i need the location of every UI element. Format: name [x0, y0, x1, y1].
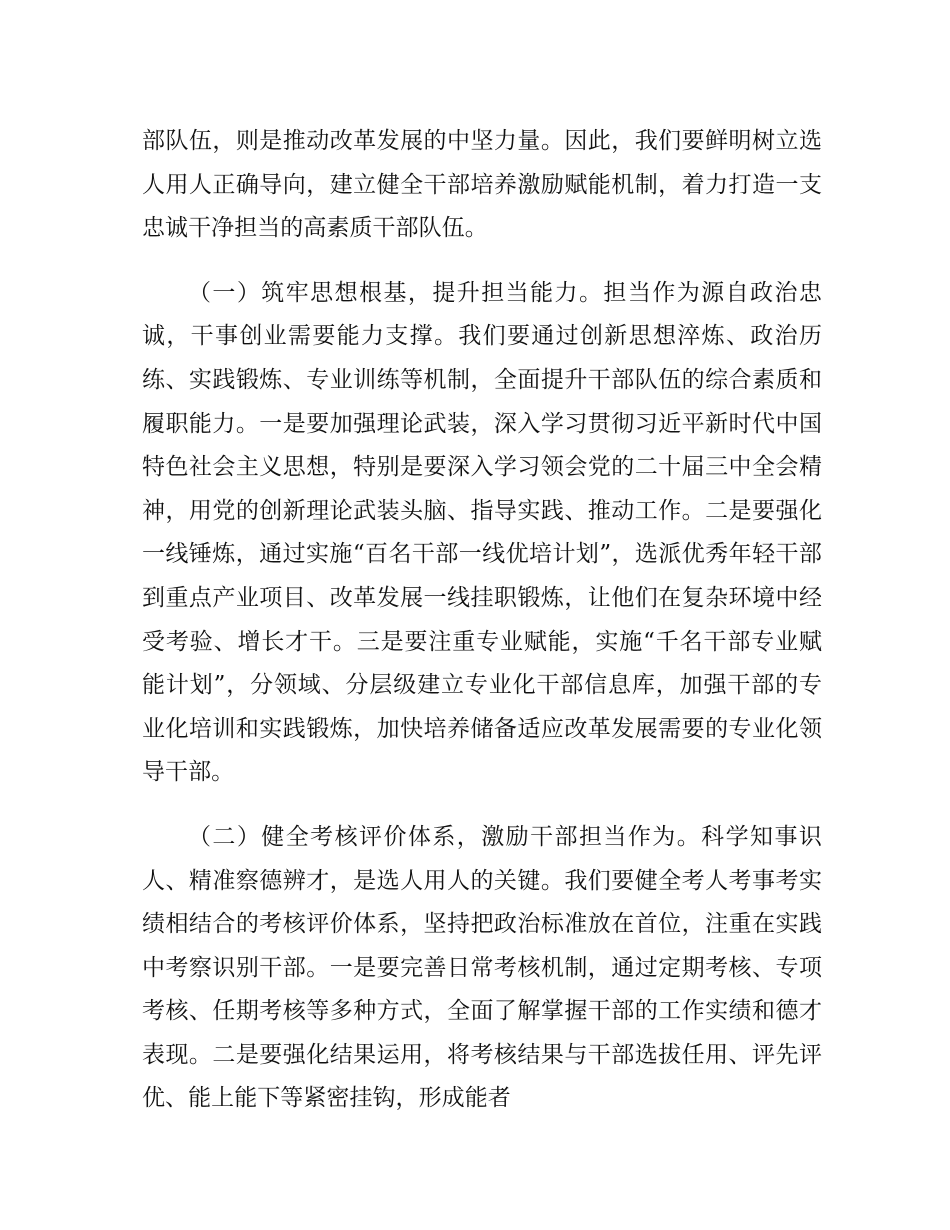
paragraph-continuation: 部队伍，则是推动改革发展的中坚力量。因此，我们要鲜明树立选人用人正确导向，建立健全干部培养激励赋能机制，着力打造一支忠诚干净担当的高素质干部队伍。 — [142, 128, 822, 242]
paragraph-section-two: （二）健全考核评价体系，激励干部担当作为。科学知事识人、精准察德辨才，是选人用人的关键。我们要健全考人考事考实绩相结合的考核评价体系，坚持把政治标准放在首位，注重在实践中考察识别干部。一是要完善日常考核机制，通过定期考核、专项考核、任期考核等多种方式，全面了解掌握干部的工作实绩和德才表现。二是要强化结果运用，将考核结果与干部选拔任用、评先评优、能上能下等紧密挂钩，形成能者 — [142, 823, 822, 1112]
paragraph-section-one: （一）筑牢思想根基，提升担当能力。担当作为源自政治忠诚，干事创业需要能力支撑。我们要通过创新思想淬炼、政治历练、实践锻炼、专业训练等机制，全面提升干部队伍的综合素质和履职能力。一是要加强理论武装，深入学习贯彻习近平新时代中国特色社会主义思想，特别是要深入学习领会党的二十届三中全会精神，用党的创新理论武装头脑、指导实践、推动工作。二是要强化一线锤炼，通过实施“百名干部一线优培计划”，选派优秀年轻干部到重点产业项目、改革发展一线挂职锻炼，让他们在复杂环境中经受考验、增长才干。三是要注重专业赋能，实施“千名干部专业赋能计划”，分领域、分层级建立专业化干部信息库，加强干部的专业化培训和实践锻炼，加快培养储备适应改革发展需要的专业化领导干部。 — [142, 279, 822, 786]
document-body — [142, 120, 822, 1121]
